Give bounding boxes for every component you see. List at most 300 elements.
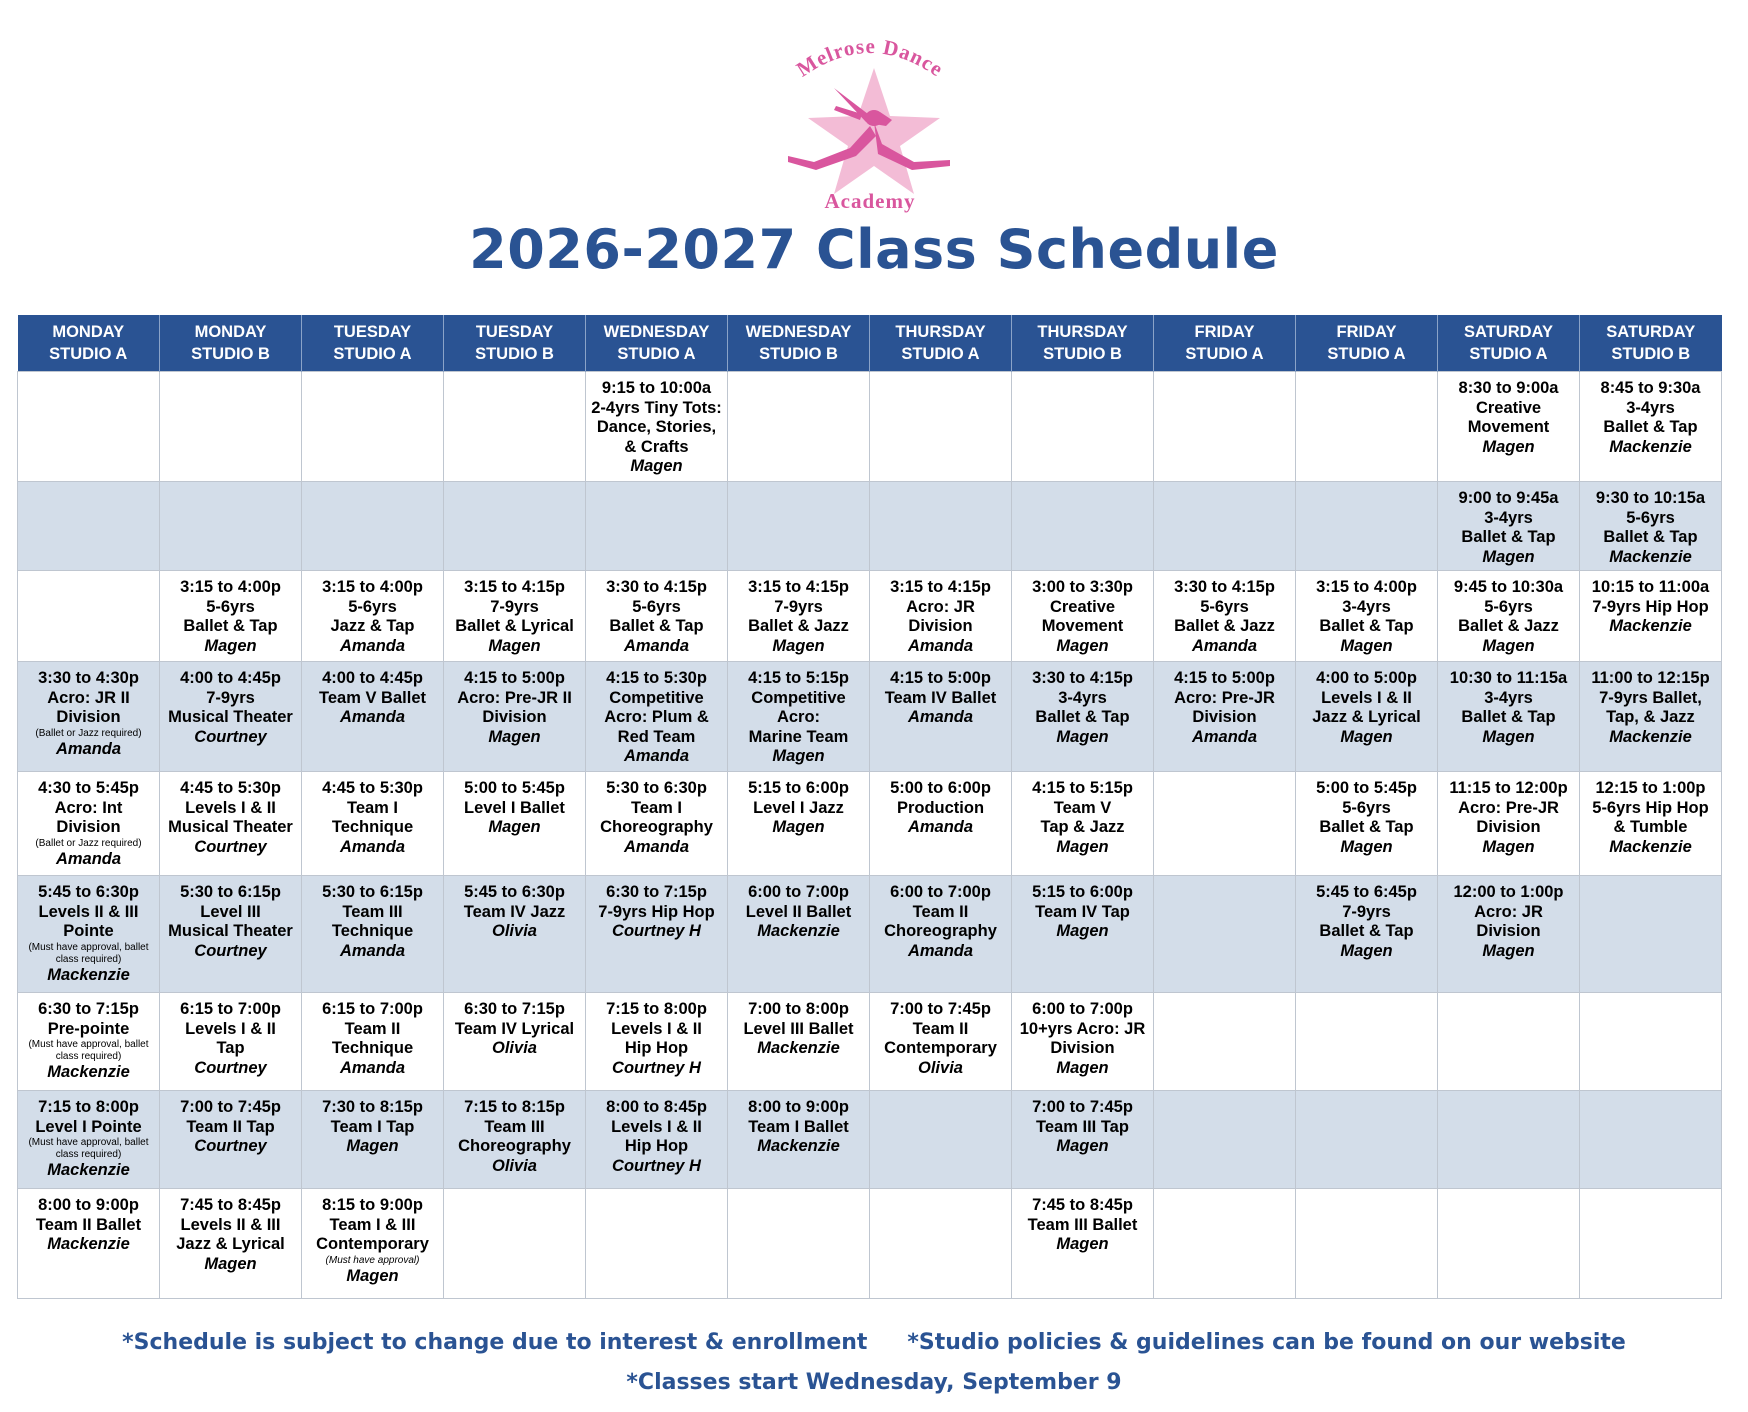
column-day: SATURDAY xyxy=(1606,323,1696,341)
class-cell xyxy=(1438,772,1580,876)
class-teacher: Amanda xyxy=(907,636,974,655)
class-cell xyxy=(1012,993,1154,1091)
empty-cell xyxy=(18,372,160,482)
class-cell xyxy=(1580,662,1722,772)
class-detail: Ballet & Tap xyxy=(1461,528,1556,546)
class-cell xyxy=(160,772,302,876)
empty-cell xyxy=(444,482,586,571)
empty-cell xyxy=(302,482,444,571)
class-cell xyxy=(728,772,870,876)
class-cell xyxy=(302,993,444,1091)
class-detail: Team III Tap xyxy=(1036,1117,1129,1136)
class-cell xyxy=(586,571,728,662)
class-detail: Division xyxy=(1050,1039,1115,1057)
class-detail: 2-4yrs Tiny Tots: xyxy=(591,398,722,417)
column-header xyxy=(1012,315,1154,372)
class-detail: Team V Ballet xyxy=(319,688,426,707)
class-teacher: Olivia xyxy=(492,922,537,940)
class-entry xyxy=(162,669,299,747)
class-entry xyxy=(1440,669,1577,747)
column-header xyxy=(1296,315,1438,372)
class-teacher: Amanda xyxy=(55,849,122,868)
empty-cell xyxy=(1438,1189,1580,1299)
empty-cell xyxy=(444,1189,586,1299)
class-detail: Choreography xyxy=(884,922,997,940)
class-teacher: Magen xyxy=(1056,1235,1109,1253)
class-teacher: Amanda xyxy=(1191,636,1258,655)
class-detail: Movement xyxy=(1041,617,1124,635)
class-cell xyxy=(18,1091,160,1189)
class-detail: Ballet & Tap xyxy=(1603,528,1698,546)
class-entry xyxy=(1014,1098,1151,1157)
class-time: 3:15 to 4:00p xyxy=(180,578,281,596)
class-detail: Division xyxy=(56,818,121,836)
class-teacher: Olivia xyxy=(918,1058,963,1077)
class-detail: 5-6yrs xyxy=(632,597,681,616)
column-studio: STUDIO A xyxy=(901,345,980,363)
class-entry xyxy=(20,669,157,759)
class-detail: 5-6yrs xyxy=(1342,798,1391,817)
class-time: 6:00 to 7:00p xyxy=(890,883,991,901)
empty-cell xyxy=(586,482,728,571)
empty-cell xyxy=(870,482,1012,571)
class-cell xyxy=(870,571,1012,662)
class-cell xyxy=(1580,772,1722,876)
class-entry xyxy=(588,1098,725,1176)
class-detail: Technique xyxy=(331,1039,414,1057)
class-cell xyxy=(1154,662,1296,772)
class-detail: Contemporary xyxy=(884,1039,997,1057)
class-detail: Creative xyxy=(1049,597,1116,616)
class-detail: Team II xyxy=(344,1019,401,1038)
class-cell xyxy=(728,876,870,993)
class-time: 5:00 to 5:45p xyxy=(1316,779,1417,797)
class-requirement-note: (Must have approval, ballet class required) xyxy=(28,1137,149,1160)
class-entry xyxy=(730,883,867,942)
class-detail: 5-6yrs xyxy=(1626,508,1675,527)
column-day: THURSDAY xyxy=(895,323,986,341)
empty-cell xyxy=(1154,772,1296,876)
class-entry xyxy=(872,669,1009,728)
class-teacher: Magen xyxy=(630,457,683,475)
class-teacher: Magen xyxy=(1340,941,1393,960)
class-entry xyxy=(872,883,1009,961)
class-entry xyxy=(446,1098,583,1176)
class-cell xyxy=(1438,571,1580,662)
class-time: 6:00 to 7:00p xyxy=(1032,1000,1133,1018)
class-entry xyxy=(1156,578,1293,656)
class-time: 5:45 to 6:30p xyxy=(464,883,565,901)
class-teacher: Courtney xyxy=(194,1058,267,1077)
page-title: 2026-2027 Class Schedule xyxy=(469,218,1279,281)
class-entry xyxy=(1014,1196,1151,1255)
class-detail: Levels II & III xyxy=(180,1215,281,1234)
class-time: 4:15 to 5:00p xyxy=(464,669,565,687)
class-teacher: Magen xyxy=(204,1254,257,1273)
class-teacher: Magen xyxy=(772,636,825,655)
empty-cell xyxy=(1296,372,1438,482)
class-time: 9:00 to 9:45a xyxy=(1458,489,1559,507)
class-teacher: Courtney H xyxy=(612,1156,701,1175)
class-detail: Jazz & Lyrical xyxy=(1312,708,1421,726)
column-studio: STUDIO A xyxy=(1327,345,1406,363)
class-cell xyxy=(18,662,160,772)
class-detail: Choreography xyxy=(458,1137,571,1155)
class-time: 8:00 to 9:00p xyxy=(748,1098,849,1116)
class-teacher: Amanda xyxy=(339,708,406,726)
class-detail: Division xyxy=(908,617,973,635)
class-teacher: Mackenzie xyxy=(47,1063,130,1081)
class-teacher: Mackenzie xyxy=(757,1137,840,1155)
class-time: 8:00 to 9:00p xyxy=(38,1196,139,1214)
empty-cell xyxy=(1154,1189,1296,1299)
schedule-row xyxy=(18,993,1722,1091)
footer-note-schedule-change: *Schedule is subject to change due to interest & enrollment xyxy=(122,1330,868,1355)
class-teacher: Amanda xyxy=(339,941,406,960)
class-detail: Dance, Stories, xyxy=(596,418,717,436)
class-detail: Division xyxy=(56,708,121,726)
class-teacher: Magen xyxy=(1482,837,1535,856)
class-detail: Competitive xyxy=(609,688,704,707)
class-teacher: Mackenzie xyxy=(1609,837,1692,856)
class-teacher: Mackenzie xyxy=(757,922,840,940)
class-detail: Ballet & Tap xyxy=(609,617,704,635)
class-entry xyxy=(304,1000,441,1078)
schedule-row xyxy=(18,1091,1722,1189)
class-detail: Level III Ballet xyxy=(743,1019,854,1038)
class-cell xyxy=(586,372,728,482)
column-day: MONDAY xyxy=(52,323,125,341)
footer-notes-line-2 xyxy=(0,1370,1748,1395)
class-detail: 5-6yrs xyxy=(206,597,255,616)
class-entry xyxy=(162,1000,299,1078)
class-cell xyxy=(160,876,302,993)
class-time: 3:15 to 4:15p xyxy=(464,578,565,596)
class-detail: Levels II & III xyxy=(38,902,139,921)
class-detail: Team IV Ballet xyxy=(884,688,997,707)
column-header xyxy=(444,315,586,372)
class-time: 4:15 to 5:30p xyxy=(606,669,707,687)
class-teacher: Magen xyxy=(488,727,541,746)
column-header xyxy=(302,315,444,372)
class-entry xyxy=(446,779,583,838)
class-cell xyxy=(302,876,444,993)
class-detail: Division xyxy=(482,708,547,726)
class-time: 8:45 to 9:30a xyxy=(1600,379,1701,397)
class-entry xyxy=(1440,883,1577,961)
class-entry xyxy=(162,779,299,857)
schedule-row xyxy=(18,662,1722,772)
empty-cell xyxy=(1012,372,1154,482)
class-entry xyxy=(1582,489,1719,567)
class-time: 3:30 to 4:30p xyxy=(38,669,139,687)
class-detail: 3-4yrs xyxy=(1484,688,1533,707)
class-detail: Level III xyxy=(200,902,261,921)
class-requirement-note: (Must have approval, ballet class required) xyxy=(28,1039,149,1062)
column-day: MONDAY xyxy=(194,323,267,341)
class-cell xyxy=(1012,571,1154,662)
class-time: 7:15 to 8:00p xyxy=(606,1000,707,1018)
empty-cell xyxy=(1580,993,1722,1091)
column-studio: STUDIO A xyxy=(617,345,696,363)
class-teacher: Magen xyxy=(1340,727,1393,746)
class-time: 4:15 to 5:15p xyxy=(1032,779,1133,797)
class-detail: Hip Hop xyxy=(624,1137,689,1155)
class-teacher: Amanda xyxy=(907,941,974,960)
class-cell xyxy=(586,993,728,1091)
class-cell xyxy=(160,571,302,662)
class-cell xyxy=(444,662,586,772)
schedule-row xyxy=(18,372,1722,482)
empty-cell xyxy=(870,1091,1012,1189)
empty-cell xyxy=(444,372,586,482)
class-entry xyxy=(446,883,583,942)
class-cell xyxy=(1438,372,1580,482)
class-detail: Hip Hop xyxy=(624,1039,689,1057)
class-entry xyxy=(588,578,725,656)
column-studio: STUDIO A xyxy=(333,345,412,363)
class-detail: Level I Ballet xyxy=(464,798,565,817)
class-time: 9:15 to 10:00a xyxy=(601,379,712,397)
class-time: 3:15 to 4:00p xyxy=(322,578,423,596)
class-time: 6:15 to 7:00p xyxy=(322,1000,423,1018)
class-detail: 7-9yrs Hip Hop xyxy=(1592,597,1709,616)
class-detail: Level I Jazz xyxy=(753,798,844,817)
empty-cell xyxy=(1438,993,1580,1091)
class-cell xyxy=(302,662,444,772)
class-entry xyxy=(162,578,299,656)
empty-cell xyxy=(1296,1189,1438,1299)
class-cell xyxy=(444,993,586,1091)
class-cell xyxy=(302,772,444,876)
class-teacher: Magen xyxy=(346,1266,399,1285)
class-detail: Ballet & Tap xyxy=(1319,818,1414,836)
empty-cell xyxy=(160,372,302,482)
class-time: 11:15 to 12:00p xyxy=(1449,779,1568,797)
empty-cell xyxy=(1012,482,1154,571)
class-cell xyxy=(870,662,1012,772)
class-time: 4:00 to 5:00p xyxy=(1316,669,1417,687)
class-entry xyxy=(1298,883,1435,961)
schedule-row xyxy=(18,1189,1722,1299)
class-entry xyxy=(446,1000,583,1059)
column-header xyxy=(870,315,1012,372)
class-detail: Division xyxy=(1476,922,1541,940)
class-time: 7:00 to 8:00p xyxy=(748,1000,849,1018)
class-detail: Level I Pointe xyxy=(35,1117,142,1136)
class-detail: 3-4yrs xyxy=(1484,508,1533,527)
class-detail: Ballet & Lyrical xyxy=(455,617,574,635)
class-detail: Team II xyxy=(912,1019,969,1038)
empty-cell xyxy=(302,372,444,482)
class-detail: Technique xyxy=(331,818,414,836)
column-studio: STUDIO B xyxy=(475,345,554,363)
class-entry xyxy=(304,1196,441,1286)
class-detail: 5-6yrs xyxy=(1484,597,1533,616)
class-detail: & Tumble xyxy=(1613,818,1688,836)
class-time: 6:30 to 7:15p xyxy=(464,1000,565,1018)
class-detail: Ballet & Jazz xyxy=(1174,617,1275,635)
class-time: 4:30 to 5:45p xyxy=(38,779,139,797)
column-studio: STUDIO A xyxy=(1469,345,1548,363)
class-entry xyxy=(162,883,299,961)
class-time: 7:00 to 7:45p xyxy=(180,1098,281,1116)
class-entry xyxy=(588,1000,725,1078)
footer-note-classes-start: *Classes start Wednesday, September 9 xyxy=(626,1370,1122,1395)
class-time: 7:30 to 8:15p xyxy=(322,1098,423,1116)
class-time: 10:15 to 11:00a xyxy=(1591,578,1710,596)
class-cell xyxy=(18,993,160,1091)
class-detail: Tap & Jazz xyxy=(1040,818,1125,836)
class-detail: 5-6yrs xyxy=(1200,597,1249,616)
class-entry xyxy=(872,779,1009,838)
class-schedule-table xyxy=(17,315,1722,1299)
class-entry xyxy=(1014,883,1151,942)
column-day: TUESDAY xyxy=(475,323,554,341)
class-teacher: Amanda xyxy=(339,1058,406,1077)
class-detail: Ballet & Jazz xyxy=(1458,617,1559,635)
class-time: 4:45 to 5:30p xyxy=(322,779,423,797)
class-time: 5:45 to 6:45p xyxy=(1316,883,1417,901)
class-detail: Pre-pointe xyxy=(47,1019,130,1038)
class-teacher: Mackenzie xyxy=(1609,437,1692,456)
column-header xyxy=(728,315,870,372)
class-detail: Team V xyxy=(1053,798,1112,817)
class-detail: Acro: Plum & xyxy=(604,708,709,726)
class-detail: Ballet & Tap xyxy=(1035,708,1130,726)
class-detail: Technique xyxy=(331,922,414,940)
class-requirement-note: (Must have approval, ballet class required) xyxy=(28,941,149,965)
class-teacher: Magen xyxy=(346,1137,399,1155)
class-time: 7:45 to 8:45p xyxy=(180,1196,281,1214)
class-entry xyxy=(872,1000,1009,1078)
class-detail: Movement xyxy=(1467,418,1550,436)
class-cell xyxy=(160,1091,302,1189)
class-time: 7:45 to 8:45p xyxy=(1032,1196,1133,1214)
class-cell xyxy=(1296,772,1438,876)
class-entry xyxy=(304,779,441,857)
class-entry xyxy=(730,779,867,838)
class-cell xyxy=(1296,571,1438,662)
class-cell xyxy=(18,876,160,993)
class-cell xyxy=(728,662,870,772)
empty-cell xyxy=(728,1189,870,1299)
class-entry xyxy=(1582,779,1719,857)
class-entry xyxy=(588,779,725,857)
class-teacher: Olivia xyxy=(492,1156,537,1175)
class-teacher: Courtney xyxy=(194,837,267,856)
class-cell xyxy=(302,1189,444,1299)
class-detail: Pointe xyxy=(63,922,114,940)
class-teacher: Magen xyxy=(1056,922,1109,940)
empty-cell xyxy=(160,482,302,571)
class-detail: Ballet & Tap xyxy=(1319,617,1414,635)
class-time: 5:30 to 6:30p xyxy=(606,779,707,797)
class-requirement-note: (Ballet or Jazz required) xyxy=(35,727,142,739)
class-time: 9:30 to 10:15a xyxy=(1595,489,1706,507)
class-time: 4:15 to 5:00p xyxy=(890,669,991,687)
empty-cell xyxy=(18,482,160,571)
class-cell xyxy=(444,876,586,993)
class-entry xyxy=(1440,779,1577,857)
class-time: 5:15 to 6:00p xyxy=(1032,883,1133,901)
class-time: 6:30 to 7:15p xyxy=(606,883,707,901)
class-teacher: Mackenzie xyxy=(47,1161,130,1179)
column-header xyxy=(1154,315,1296,372)
class-detail: Team III Ballet xyxy=(1027,1215,1138,1234)
class-teacher: Courtney xyxy=(194,727,267,746)
class-detail: Team IV Jazz xyxy=(463,902,566,921)
class-detail: Marine Team xyxy=(748,727,849,746)
class-cell xyxy=(1012,1189,1154,1299)
class-teacher: Magen xyxy=(1056,837,1109,856)
class-cell xyxy=(728,1091,870,1189)
dancer-star-icon xyxy=(774,22,966,214)
class-detail: Team II Ballet xyxy=(35,1215,142,1234)
class-detail: Acro: xyxy=(776,708,821,726)
class-teacher: Amanda xyxy=(623,837,690,856)
class-time: 7:00 to 7:45p xyxy=(890,1000,991,1018)
class-detail: Musical Theater xyxy=(168,922,293,940)
class-entry xyxy=(304,1098,441,1157)
class-teacher: Olivia xyxy=(492,1039,537,1057)
class-detail: Team I Tap xyxy=(330,1117,415,1136)
class-detail: Choreography xyxy=(600,818,713,836)
empty-cell xyxy=(1154,876,1296,993)
class-entry xyxy=(20,883,157,985)
class-teacher: Magen xyxy=(1340,636,1393,655)
class-teacher: Magen xyxy=(1056,636,1109,655)
class-entry xyxy=(1014,1000,1151,1078)
class-time: 12:00 to 1:00p xyxy=(1453,883,1564,901)
class-teacher: Courtney H xyxy=(612,1058,701,1077)
class-time: 3:15 to 4:00p xyxy=(1316,578,1417,596)
class-teacher: Courtney xyxy=(194,1137,267,1155)
class-detail: Tap, & Jazz xyxy=(1606,708,1695,726)
class-cell xyxy=(1580,372,1722,482)
class-cell xyxy=(1296,876,1438,993)
column-studio: STUDIO B xyxy=(1611,345,1691,363)
class-time: 7:00 to 7:45p xyxy=(1032,1098,1133,1116)
class-teacher: Magen xyxy=(1482,437,1535,456)
class-cell xyxy=(18,772,160,876)
class-entry xyxy=(1298,669,1435,747)
class-time: 5:45 to 6:30p xyxy=(38,883,139,901)
class-cell xyxy=(870,876,1012,993)
class-cell xyxy=(444,571,586,662)
column-header xyxy=(586,315,728,372)
class-detail: Acro: Pre-JR II xyxy=(457,688,572,707)
class-detail: Acro: JR xyxy=(906,597,975,616)
column-day: FRIDAY xyxy=(1336,323,1397,341)
class-detail: Levels I & II xyxy=(611,1019,702,1038)
class-time: 6:00 to 7:00p xyxy=(748,883,849,901)
class-detail: Contemporary xyxy=(316,1235,429,1253)
class-teacher: Magen xyxy=(488,636,541,655)
class-time: 5:30 to 6:15p xyxy=(322,883,423,901)
class-entry xyxy=(1298,779,1435,857)
class-detail: & Crafts xyxy=(624,437,689,456)
class-detail: Team I xyxy=(630,798,683,817)
empty-cell xyxy=(1296,993,1438,1091)
column-day: WEDNESDAY xyxy=(745,323,852,341)
class-detail: Levels I & II xyxy=(611,1117,702,1136)
class-detail: Team II Tap xyxy=(186,1117,275,1136)
class-teacher: Magen xyxy=(1482,636,1535,655)
class-detail: Acro: JR II xyxy=(47,688,130,707)
class-cell xyxy=(444,1091,586,1189)
class-cell xyxy=(302,1091,444,1189)
